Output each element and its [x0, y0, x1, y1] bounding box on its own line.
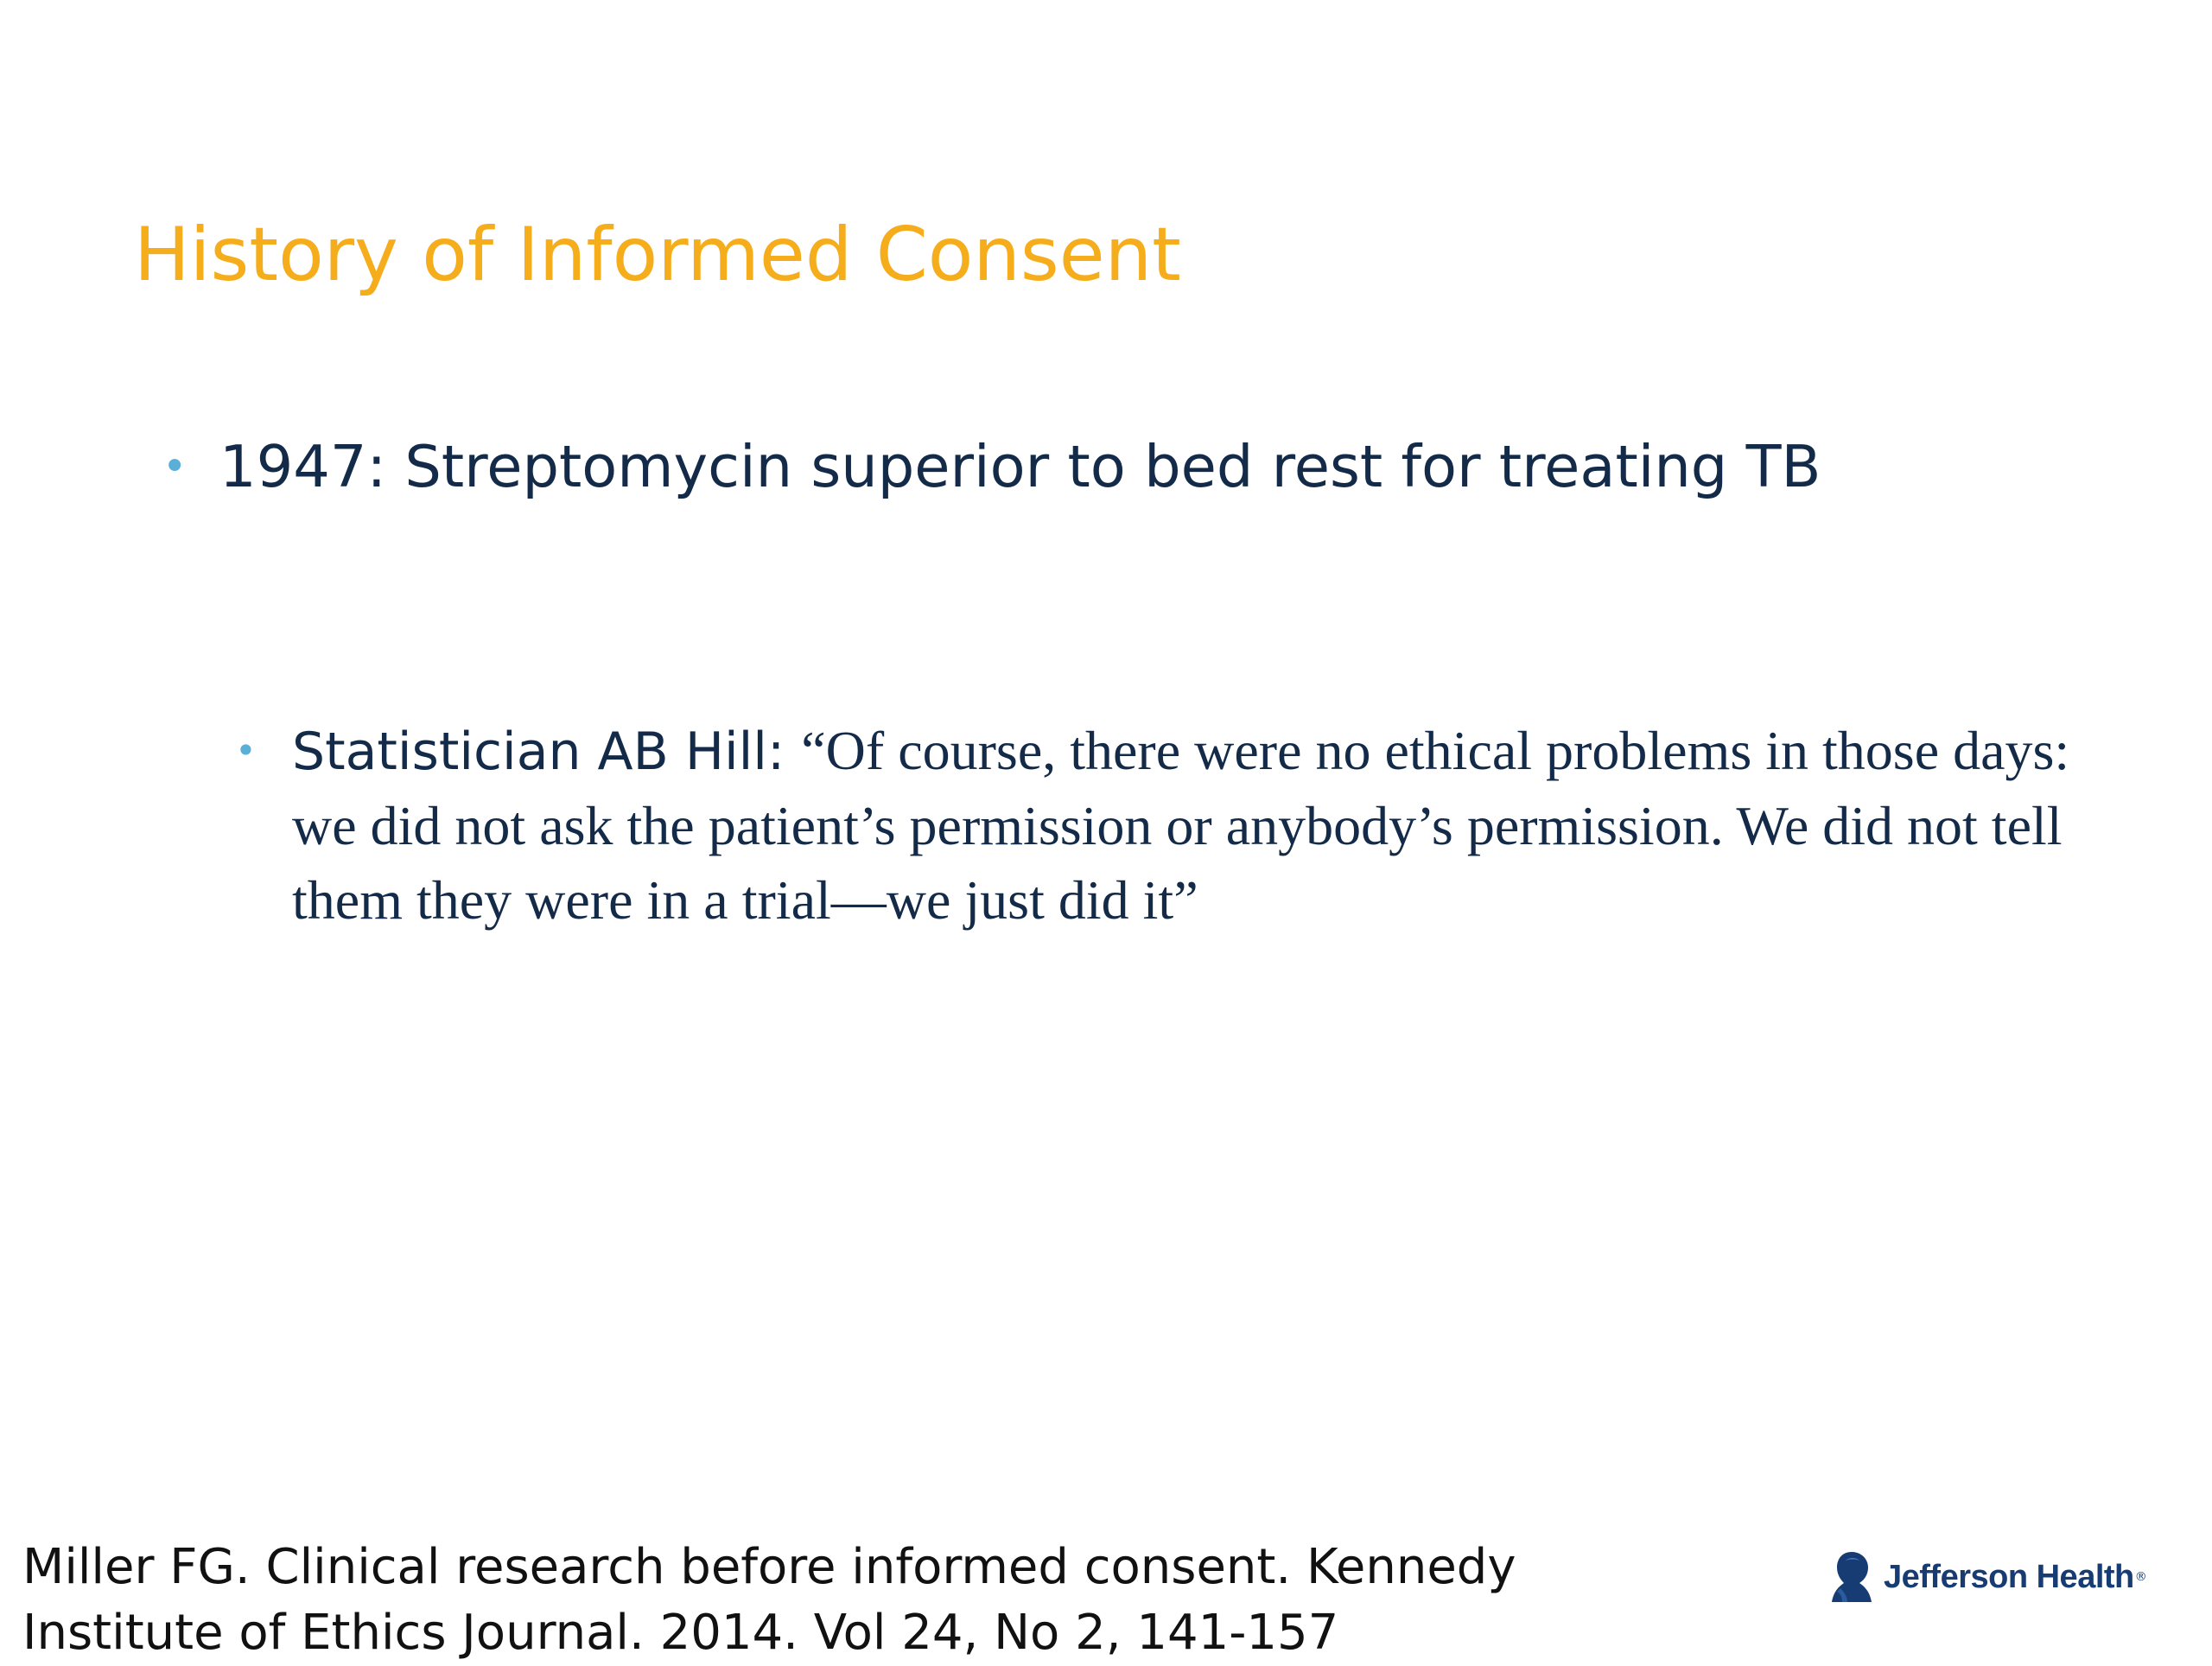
- sub-bullet-item: [235, 714, 2072, 938]
- registered-mark: ®: [2134, 1570, 2147, 1584]
- sub-bullet-body: [292, 714, 2072, 938]
- bullet-dot-icon: •: [235, 729, 257, 772]
- citation: [22, 1535, 1664, 1666]
- quote-text: “Of course, there were no ethical problems in those days: we did not ask the patient’s permission or anybody’s permission. We did not tell them they were in a trial—we just did it”: [292, 720, 2070, 931]
- citation-line-1: Miller FG. Clinical research before informed consent. Kennedy: [22, 1539, 1516, 1595]
- slide-title: History of Informed Consent: [134, 212, 1181, 298]
- logo-text: Jefferson Health: [1884, 1558, 2134, 1595]
- quote-speaker: Statistician AB Hill:: [292, 722, 802, 782]
- jefferson-health-logo: [1828, 1547, 2147, 1607]
- bullet-dot-icon: •: [162, 442, 188, 491]
- bullet-text: 1947: Streptomycin superior to bed rest for treating TB: [219, 433, 1821, 500]
- bullet-item: [162, 433, 1821, 500]
- citation-line-2: Institute of Ethics Journal. 2014. Vol 24, No 2, 141-157: [22, 1605, 1339, 1661]
- jefferson-bust-icon: [1828, 1548, 1875, 1606]
